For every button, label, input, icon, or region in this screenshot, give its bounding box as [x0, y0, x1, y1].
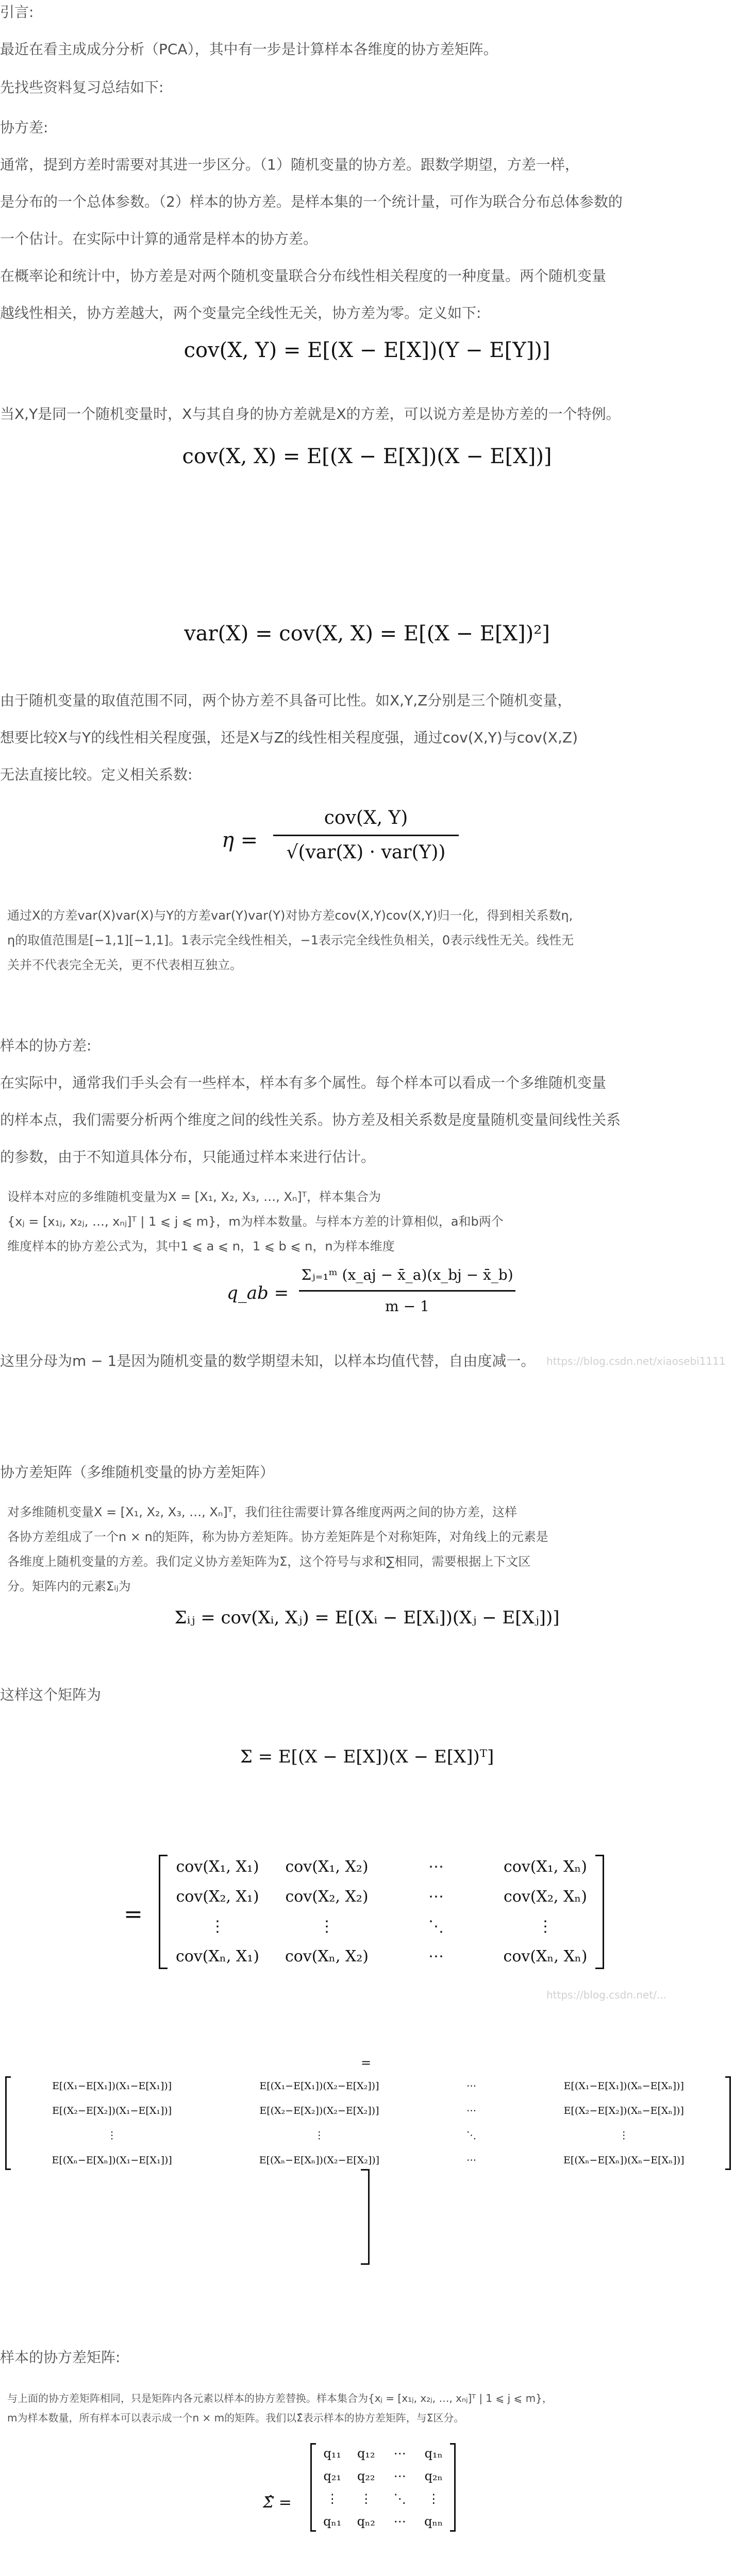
- matrix-cell: E[(Xₙ−E[Xₙ])(X₂−E[X₂])]: [259, 2155, 380, 2166]
- matrix-cell: E[(X₁−E[X₁])(Xₙ−E[Xₙ])]: [563, 2080, 684, 2092]
- equation-sigma-ij: Σᵢⱼ = cov(Xᵢ, Xⱼ) = E[(Xᵢ − E[Xᵢ])(Xⱼ − E[Xⱼ])]: [174, 1607, 560, 1628]
- matrix-cell: E[(X₁−E[X₁])(X₁−E[X₁])]: [52, 2080, 172, 2092]
- sample-cov-heading: 样本的协方差:: [0, 1037, 92, 1054]
- matrix-cell: cov(X₂, X₂): [285, 1888, 369, 1906]
- intro-heading: 引言:: [0, 4, 34, 21]
- matrix-cell: E[(Xₙ−E[Xₙ])(X₁−E[X₁])]: [52, 2155, 172, 2166]
- sample-cov-para-1b: 的样本点，我们需要分析两个维度之间的线性关系。协方差及相关系数是度量随机变量间线性关系: [0, 1111, 621, 1128]
- matrix-cell: ⋱: [428, 1918, 444, 1936]
- matrix-cov-expanded: [12, 2076, 724, 2170]
- sample-cov-matrix-para-1a: 与上面的协方差矩阵相同，只是矩阵内各元素以样本的协方差替换。样本集合为{xⱼ = [x₁ⱼ, x₂ⱼ, …, xₙⱼ]ᵀ | 1 ⩽ j ⩽ m}，: [7, 2392, 553, 2404]
- equation-eta: [0, 804, 734, 881]
- matrix-cell: ⋮: [538, 1918, 553, 1936]
- sample-cov-para-2c: 维度样本的协方差公式为，其中1 ⩽ a ⩽ n，1 ⩽ b ⩽ n，n为样本维度: [7, 1239, 395, 1253]
- cov-para-4b: 想要比较X与Y的线性相关程度强，还是X与Z的线性相关程度强，通过cov(X,Y)与cov(X,Z): [0, 729, 578, 746]
- equation-cov-xy: cov(X, Y) = E[(X − E[X])(Y − E[Y])]: [184, 338, 550, 362]
- cov-para-4c: 无法直接比较。定义相关系数:: [0, 766, 193, 783]
- matrix-cell: ⋮: [360, 2492, 373, 2506]
- cov-para-3: 当X,Y是同一个随机变量时，X与其自身的协方差就是X的方差，可以说方差是协方差的一个特例。: [0, 405, 621, 422]
- matrix-cell: ⋯: [393, 2446, 406, 2461]
- watermark-1: https://blog.csdn.net/xiaosebi1111: [546, 1355, 726, 1367]
- cov-para-5a: 通过X的方差var(X)var(X)与Y的方差var(Y)var(Y)对协方差cov(X,Y)cov(X,Y)归一化，得到相关系数η,: [7, 908, 573, 923]
- matrix-cell: ⋮: [326, 2492, 339, 2506]
- eta-denominator: √(var(X) · var(Y)): [286, 842, 446, 863]
- matrix-q: [319, 2443, 447, 2532]
- sample-cov-para-2b: {xⱼ = [x₁ⱼ, x₂ⱼ, …, xₙⱼ]ᵀ | 1 ⩽ j ⩽ m}，m为样本数量。与样本方差的计算相似，a和b两个: [7, 1214, 504, 1229]
- matrix-cell: cov(X₁, X₁): [176, 1858, 259, 1876]
- matrix-cell: qₙ₁: [323, 2514, 342, 2529]
- intro-line-2: 先找些资料复习总结如下:: [0, 79, 164, 96]
- sample-cov-matrix-para-1b: m为样本数量，所有样本可以表示成一个n × m的矩阵。我们以Σ̂表示样本的协方差矩阵，与Σ区分。: [7, 2412, 464, 2424]
- matrix-cell: ⋯: [428, 1947, 444, 1965]
- sample-cov-para-1a: 在实际中，通常我们手头会有一些样本，样本有多个属性。每个样本可以看成一个多维随机变量: [0, 1074, 607, 1091]
- matrix-cell: q₂₁: [323, 2469, 342, 2483]
- matrix-cell: q₂₂: [357, 2469, 375, 2483]
- matrix-cell: cov(X₂, X₁): [176, 1888, 259, 1906]
- matrix-cell: ⋮: [319, 1918, 335, 1936]
- watermark-2: https://blog.csdn.net/...: [546, 1989, 667, 2001]
- matrix-cell: E[(X₂−E[X₂])(X₁−E[X₁])]: [52, 2105, 172, 2116]
- matrix-cell: ⋱: [466, 2130, 477, 2141]
- cov-para-2a: 在概率论和统计中，协方差是对两个随机变量联合分布线性相关程度的一种度量。两个随机变量: [0, 267, 607, 284]
- cov-matrix-heading: 协方差矩阵（多维随机变量的协方差矩阵）: [0, 1464, 275, 1481]
- matrix-cell: ⋯: [393, 2469, 406, 2483]
- sigma-hat-lhs: Σ̂ =: [263, 2494, 292, 2512]
- matrix-cell: E[(X₂−E[X₂])(Xₙ−E[Xₙ])]: [563, 2105, 684, 2116]
- matrix-cell: ⋯: [466, 2080, 477, 2092]
- cov-para-2b: 越线性相关，协方差越大，两个变量完全线性无关，协方差为零。定义如下:: [0, 304, 481, 321]
- qab-denominator: m − 1: [385, 1298, 429, 1315]
- cov-matrix-para-1c: 各维度上随机变量的方差。我们定义协方差矩阵为Σ，这个符号与求和∑相同，需要根据上下文区: [7, 1554, 531, 1569]
- matrix-cell: ⋮: [427, 2492, 440, 2506]
- matrix-cell: cov(Xₙ, Xₙ): [503, 1947, 588, 1965]
- matrix-cell: ⋮: [107, 2130, 117, 2141]
- cov-matrix-para-1b: 各协方差组成了一个n × n的矩阵，称为协方差矩阵。协方差矩阵是个对称矩阵，对角线上的元素是: [7, 1530, 548, 1544]
- matrix-cell: cov(Xₙ, X₁): [175, 1947, 259, 1965]
- matrix-cell: q₁₁: [323, 2446, 342, 2461]
- sample-cov-matrix-heading: 样本的协方差矩阵:: [0, 2349, 121, 2366]
- cov-para-4a: 由于随机变量的取值范围不同，两个协方差不具备可比性。如X,Y,Z分别是三个随机变量，: [0, 692, 572, 709]
- matrix-cell: ⋯: [466, 2105, 477, 2116]
- matrix-2-equals: =: [361, 2056, 372, 2070]
- intro-line-1: 最近在看主成成分分析（PCA），其中有一步是计算样本各维度的协方差矩阵。: [0, 41, 498, 58]
- matrix-cell: ⋱: [393, 2492, 406, 2506]
- matrix-cell: q₂ₙ: [424, 2469, 443, 2483]
- matrix-cell: cov(X₁, X₂): [285, 1858, 369, 1876]
- matrix-cell: qₙ₂: [357, 2514, 375, 2529]
- matrix-2-tail-bracket: [361, 2169, 370, 2265]
- matrix-cell: ⋯: [428, 1888, 444, 1906]
- cov-para-5b: η的取值范围是[−1,1][−1,1]。1表示完全线性相关，−1表示完全线性负相关，0表示线性无关。线性无: [7, 933, 574, 947]
- matrix-cell: q₁₂: [357, 2446, 375, 2461]
- matrix-cell: ⋮: [210, 1918, 225, 1936]
- cov-para-1a: 通常，提到方差时需要对其进一步区分。（1）随机变量的协方差。跟数学期望，方差一样，: [0, 156, 579, 173]
- matrix-cell: cov(X₂, Xₙ): [503, 1888, 587, 1906]
- matrix-cell: ⋮: [314, 2130, 324, 2141]
- equation-sigma: Σ = E[(X − E[X])(X − E[X])ᵀ]: [240, 1747, 494, 1767]
- matrix-cell: E[(Xₙ−E[Xₙ])(Xₙ−E[Xₙ])]: [563, 2155, 685, 2166]
- cov-heading: 协方差:: [0, 119, 48, 136]
- matrix-cell: cov(X₁, Xₙ): [503, 1858, 587, 1876]
- sample-cov-para-2a: 设样本对应的多维随机变量为X = [X₁, X₂, X₃, …, Xₙ]ᵀ，样本集合为: [7, 1190, 381, 1204]
- equation-cov-xx: cov(X, X) = E[(X − E[X])(X − E[X])]: [182, 445, 552, 468]
- sample-cov-para-1c: 的参数，由于不知道具体分布，只能通过样本来进行估计。: [0, 1148, 376, 1165]
- sample-cov-para-3: 这里分母为m − 1是因为随机变量的数学期望未知，以样本均值代替，自由度减一。: [0, 1352, 536, 1369]
- matrix-cell: q₁ₙ: [424, 2446, 443, 2461]
- matrix-cell: cov(Xₙ, X₂): [285, 1947, 369, 1965]
- qab-numerator: Σⱼ₌₁ᵐ (x_aj − x̄_a)(x_bj − x̄_b): [301, 1266, 513, 1283]
- equation-var: var(X) = cov(X, X) = E[(X − E[X])²]: [184, 622, 550, 646]
- matrix-cov-x: [170, 1855, 593, 1969]
- eta-lhs: η =: [222, 828, 258, 852]
- matrix-cell: E[(X₂−E[X₂])(X₂−E[X₂])]: [259, 2105, 379, 2116]
- eta-numerator: cov(X, Y): [324, 807, 408, 828]
- cov-matrix-para-1a: 对多维随机变量X = [X₁, X₂, X₃, …, Xₙ]ᵀ，我们往往需要计算各维度两两之间的协方差，这样: [7, 1505, 517, 1519]
- matrix-cell: ⋯: [393, 2514, 406, 2529]
- matrix-cell: qₙₙ: [424, 2514, 443, 2529]
- matrix-cell: E[(X₁−E[X₁])(X₂−E[X₂])]: [259, 2080, 379, 2092]
- matrix-cell: ⋯: [466, 2155, 477, 2166]
- cov-matrix-para-2: 这样这个矩阵为: [0, 1686, 102, 1703]
- cov-matrix-para-1d: 分。矩阵内的元素Σᵢⱼ为: [7, 1579, 131, 1594]
- matrix-cell: ⋮: [619, 2130, 629, 2141]
- equation-qab: [0, 1262, 734, 1329]
- qab-lhs: q_ab =: [227, 1283, 289, 1303]
- matrix-1-equals: =: [124, 1901, 143, 1927]
- cov-para-1c: 一个估计。在实际中计算的通常是样本的协方差。: [0, 230, 318, 247]
- matrix-cell: ⋯: [428, 1858, 444, 1876]
- cov-para-1b: 是分布的一个总体参数。（2）样本的协方差。是样本集的一个统计量，可作为联合分布总体参数的: [0, 193, 623, 210]
- cov-para-5c: 关并不代表完全无关，更不代表相互独立。: [7, 958, 242, 972]
